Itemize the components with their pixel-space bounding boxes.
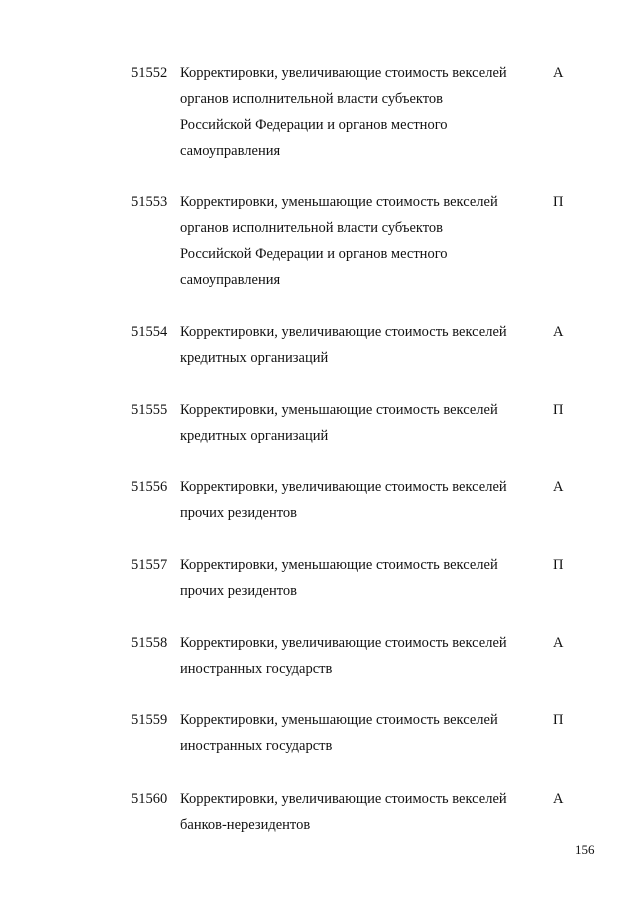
account-description: Корректировки, уменьшающие стоимость векселей прочих резидентов: [180, 557, 498, 599]
account-description: Корректировки, уменьшающие стоимость векселей иностранных государств: [180, 712, 498, 754]
account-code: 51556: [131, 479, 168, 495]
account-type: П: [553, 194, 564, 210]
account-description: Корректировки, увеличивающие стоимость векселей органов исполнительной власти субъектов Российской Федерации и органов местного самоуправления: [180, 65, 507, 159]
account-type: А: [553, 324, 564, 340]
account-description: Корректировки, увеличивающие стоимость векселей кредитных организаций: [180, 324, 507, 366]
account-code: 51554: [131, 324, 168, 340]
account-code: 51555: [131, 402, 168, 418]
account-code: 51559: [131, 712, 168, 728]
account-type: А: [553, 635, 564, 651]
account-type: П: [553, 402, 564, 418]
account-code: 51557: [131, 557, 168, 573]
account-type: П: [553, 557, 564, 573]
account-type: А: [553, 479, 564, 495]
account-type: А: [553, 65, 564, 81]
account-description: Корректировки, уменьшающие стоимость векселей кредитных организаций: [180, 402, 498, 444]
account-type: П: [553, 712, 564, 728]
account-description: Корректировки, увеличивающие стоимость векселей банков-нерезидентов: [180, 791, 507, 833]
account-type: А: [553, 791, 564, 807]
account-code: 51552: [131, 65, 168, 81]
account-code: 51560: [131, 791, 168, 807]
account-description: Корректировки, уменьшающие стоимость векселей органов исполнительной власти субъектов Российской Федерации и органов местного самоуправления: [180, 194, 498, 288]
page-number: 156: [575, 842, 595, 857]
account-code: 51558: [131, 635, 168, 651]
account-code: 51553: [131, 194, 168, 210]
account-description: Корректировки, увеличивающие стоимость векселей прочих резидентов: [180, 479, 507, 521]
account-description: Корректировки, увеличивающие стоимость векселей иностранных государств: [180, 635, 507, 677]
